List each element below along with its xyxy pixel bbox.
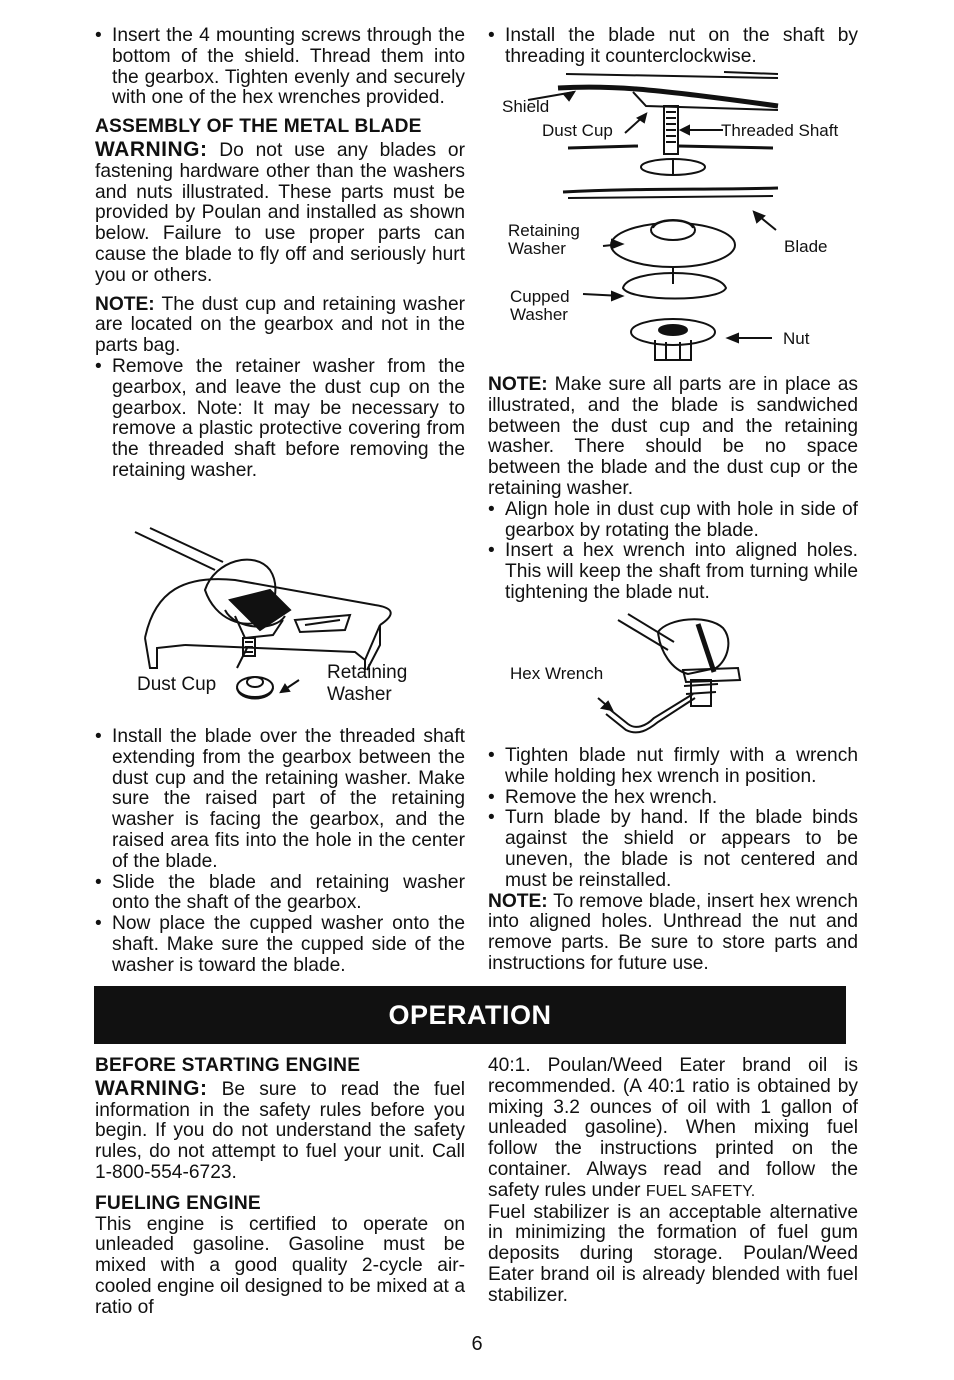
- operation-banner: [94, 986, 846, 1044]
- note-text: The dust cup and retaining washer are located on the gearbox and not in the parts bag.: [95, 293, 465, 357]
- warning-text: Do not use any blades or fastening hardware other than the washers and nuts illustrated. These parts must be provided by Poulan and installed as shown below. Failure to use proper parts can cause the blade to fly off and seriously hurt you or others.: [95, 139, 465, 286]
- bullet-cupped-washer: • Now place the cupped washer onto the shaft. Make sure the cupped side of the washer is toward the blade.: [95, 914, 465, 976]
- note-text-right: Make sure all parts are in place as illustrated, and the blade is sandwiched between the dust cup and the retaining washer. There should be no space between the blade and the dust cup or the retaining washer.: [488, 374, 858, 499]
- oil-ratio-paragraph: [488, 1056, 858, 1203]
- left-column-bottom: [95, 727, 465, 977]
- note-text-remove: To remove blade, insert hex wrench into aligned holes. Unthread the nut and remove parts. Be sure to store parts and instructions for future use.: [488, 890, 858, 974]
- warning-paragraph: [95, 137, 465, 287]
- bullet-insert-hex: • Insert a hex wrench into aligned holes. This will keep the shaft from turning while tightening the blade nut.: [488, 541, 858, 603]
- blade-assembly-figure: [488, 70, 858, 370]
- right-column-mid: [488, 375, 858, 604]
- note-label: NOTE:: [95, 293, 155, 315]
- page-number: 6: [471, 1333, 483, 1355]
- bullet-remove-retainer: • Remove the retainer washer from the gearbox, and leave the dust cup on the gearbox. Note: It may be necessary to remove a plastic protective covering from the threaded shaft before removing the retaining washer.: [95, 357, 465, 482]
- dust-cup-label-exploded: Dust Cup: [542, 121, 613, 140]
- note-parts-in-place: [488, 375, 858, 500]
- shield-label: Shield: [502, 97, 550, 116]
- washer-label: Washer: [327, 684, 392, 705]
- fuel-stabilizer-paragraph: Fuel stabilizer is an acceptable alternative in minimizing the formation of fuel gum deposits during storage. Poulan/Weed Eater brand oil is already blended with fuel stabilizer.: [488, 1201, 858, 1306]
- operation-left-column: [95, 1056, 465, 1319]
- oil-ratio-text: 40:1. Poulan/Weed Eater brand oil is recommended. (A 40:1 ratio is obtained by mixing 3.2 ounces of oil with 1 gallon of unleaded gasoline). When mixing fuel follow the instructions printed on the container. Always read and follow the safety rules under: [488, 1055, 858, 1201]
- gearbox-figure: [95, 520, 465, 725]
- nut-label: Nut: [783, 329, 810, 348]
- heading-assembly-metal-blade: ASSEMBLY OF THE METAL BLADE: [95, 116, 422, 138]
- bullet-tighten-nut: • Tighten blade nut firmly with a wrench while holding hex wrench in position.: [488, 746, 858, 788]
- heading-fueling-engine: FUELING ENGINE: [95, 1192, 261, 1214]
- dust-cup-label: Dust Cup: [137, 674, 217, 695]
- cupped-label: Cupped: [510, 287, 570, 306]
- heading-before-starting: BEFORE STARTING ENGINE: [95, 1055, 361, 1076]
- note-label-right: NOTE:: [488, 374, 548, 395]
- fuel-warning-paragraph: [95, 1076, 465, 1184]
- retaining-label-exploded: Retaining: [508, 221, 580, 240]
- blade-label: Blade: [784, 237, 828, 256]
- cupped-washer-label: Washer: [510, 305, 568, 324]
- fueling-paragraph: This engine is certified to operate on unleaded gasoline. Gasoline must be mixed with a good quality 2-cycle air-cooled engine oil designed to be mixed at a ratio of: [95, 1213, 465, 1318]
- fuel-warning-text: Be sure to read the fuel information in the safety rules before you begin. If you do not understand the safety rules, do not attempt to fuel your unit. Call 1-800-554-6723.: [95, 1078, 465, 1183]
- bullet-install-nut: • Install the blade nut on the shaft by threading it counterclockwise.: [488, 26, 858, 68]
- note-paragraph: [95, 295, 465, 357]
- note-remove-blade: [488, 892, 858, 975]
- washer-label-exploded: Washer: [508, 239, 566, 258]
- left-column-top: [95, 26, 465, 482]
- bullet-turn-blade: • Turn blade by hand. If the blade binds against the shield or appears to be uneven, the blade is not centered and must be reinstalled.: [488, 808, 858, 891]
- right-column-bottom: [488, 746, 858, 975]
- bullet-install-blade: • Install the blade over the threaded shaft extending from the gearbox between the dust cup and the retaining washer. Make sure the raised part of the retaining washer is facing the gearbox, and the raised area fits into the hole in the center of the blade.: [95, 727, 465, 873]
- fuel-safety-ref: FUEL SAFETY.: [645, 1182, 756, 1200]
- hex-wrench-label: Hex Wrench: [510, 664, 604, 683]
- bullet-slide-blade: • Slide the blade and retaining washer onto the shaft of the gearbox.: [95, 873, 465, 915]
- operation-title: OPERATION: [388, 1000, 552, 1030]
- right-column-top: [488, 26, 858, 68]
- bullet-mounting-screws: • Insert the 4 mounting screws through the bottom of the shield. Thread them into the gearbox. Tighten evenly and securely with one of the hex wrenches provided.: [95, 26, 465, 109]
- hex-wrench-figure: [488, 612, 858, 740]
- operation-right-column: [488, 1056, 858, 1307]
- hex-wrench-illustration: [598, 614, 740, 732]
- bullet-align-hole: • Align hole in dust cup with hole in side of gearbox by rotating the blade.: [488, 500, 858, 542]
- retaining-label: Retaining: [327, 662, 408, 683]
- note-label-remove: NOTE:: [488, 890, 548, 912]
- bullet-remove-hex: • Remove the hex wrench.: [488, 788, 858, 809]
- warning-label: WARNING:: [95, 137, 208, 161]
- threaded-shaft-label: Threaded Shaft: [721, 121, 839, 140]
- fuel-warning-label: WARNING:: [95, 1076, 208, 1100]
